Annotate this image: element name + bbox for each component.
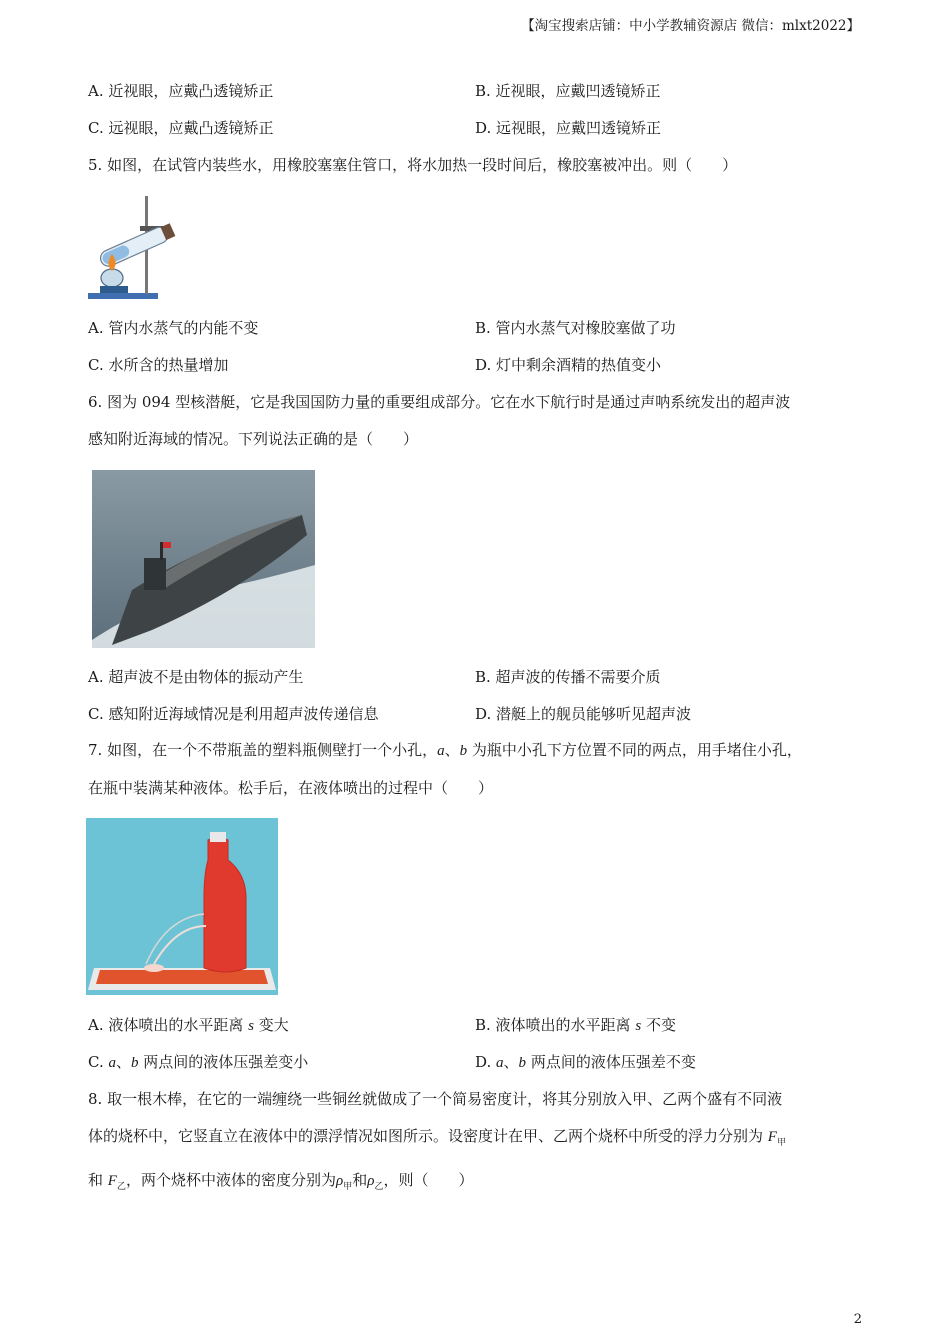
q4-option-b[interactable]: B. 近视眼，应戴凹透镜矫正 <box>475 82 661 100</box>
bottle-image <box>86 818 278 995</box>
q6-option-b[interactable]: B. 超声波的传播不需要介质 <box>475 668 661 686</box>
q5-option-c[interactable]: C. 水所含的热量增加 <box>88 356 229 374</box>
q4-options-row-1 <box>88 80 863 102</box>
q5-test-tube-figure <box>86 192 176 302</box>
test-tube-diagram <box>86 192 176 302</box>
q7-stem-line-2: 在瓶中装满某种液体。松手后，在液体喷出的过程中（ ） <box>88 779 494 797</box>
q7-stem <box>88 732 868 807</box>
page-number: 2 <box>853 1312 862 1327</box>
q6-options-row-1 <box>88 666 863 688</box>
q7-options-row-2 <box>88 1051 863 1073</box>
q7-bottle-photo <box>86 818 278 995</box>
q6-option-c[interactable]: C. 感知附近海域情况是利用超声波传递信息 <box>88 705 379 723</box>
q4-options-row-2 <box>88 117 863 139</box>
q8-stem-line-2: 体的烧杯中，它竖直立在液体中的漂浮情况如图所示。设密度计在甲、乙两个烧杯中所受的浮力分别为 $F_甲$ <box>88 1127 786 1148</box>
q5-stem: 5. 如图，在试管内装些水，用橡胶塞塞住管口，将水加热一段时间后，橡胶塞被冲出。则（ ） <box>88 156 738 174</box>
q4-option-a[interactable]: A. 近视眼，应戴凸透镜矫正 <box>88 82 274 100</box>
q6-stem <box>88 384 868 458</box>
q6-option-d[interactable]: D. 潜艇上的舰员能够听见超声波 <box>475 705 692 723</box>
q6-stem-line-1: 6. 图为 094 型核潜艇，它是我国国防力量的重要组成部分。它在水下航行时是通过声呐系统发出的超声波 <box>88 393 791 411</box>
q5-option-b[interactable]: B. 管内水蒸气对橡胶塞做了功 <box>475 319 676 337</box>
q7-options-row-1 <box>88 1014 863 1036</box>
q7-option-b[interactable]: B. 液体喷出的水平距离 s 不变 <box>475 1016 676 1034</box>
q8-stem <box>88 1081 868 1206</box>
q7-option-a[interactable]: A. 液体喷出的水平距离 s 变大 <box>88 1016 289 1034</box>
q8-stem-line-3: 和 $F_乙$，两个烧杯中液体的密度分别为$\rho_甲$和$\rho_乙$，则（ ） <box>88 1171 474 1192</box>
q5-option-d[interactable]: D. 灯中剩余酒精的热值变小 <box>475 356 662 374</box>
q4-option-d[interactable]: D. 远视眼，应戴凹透镜矫正 <box>475 119 662 137</box>
q7-stem-line-1: 7. 如图，在一个不带瓶盖的塑料瓶侧壁打一个小孔，a、b 为瓶中小孔下方位置不同的两点，用手堵住小孔， <box>88 741 802 759</box>
q5-option-a[interactable]: A. 管内水蒸气的内能不变 <box>88 319 259 337</box>
q5-options-row-2 <box>88 354 863 376</box>
submarine-image <box>92 470 315 648</box>
q4-option-c[interactable]: C. 远视眼，应戴凸透镜矫正 <box>88 119 274 137</box>
q6-submarine-photo <box>92 470 315 648</box>
q6-option-a[interactable]: A. 超声波不是由物体的振动产生 <box>88 668 304 686</box>
q6-options-row-2 <box>88 703 863 725</box>
q7-option-d[interactable]: D. a、b 两点间的液体压强差不变 <box>475 1053 696 1071</box>
q5-options-row-1 <box>88 317 863 339</box>
q8-stem-line-1: 8. 取一根木棒，在它的一端缠绕一些铜丝就做成了一个简易密度计，将其分别放入甲、乙两个盛有不同液 <box>88 1090 783 1108</box>
page-header: 【淘宝搜索店铺：中小学教辅资源店 微信：mlxt2022】 <box>521 18 860 34</box>
q6-stem-line-2: 感知附近海域的情况。下列说法正确的是（ ） <box>88 430 419 448</box>
q7-option-c[interactable]: C. a、b 两点间的液体压强差变小 <box>88 1053 309 1071</box>
